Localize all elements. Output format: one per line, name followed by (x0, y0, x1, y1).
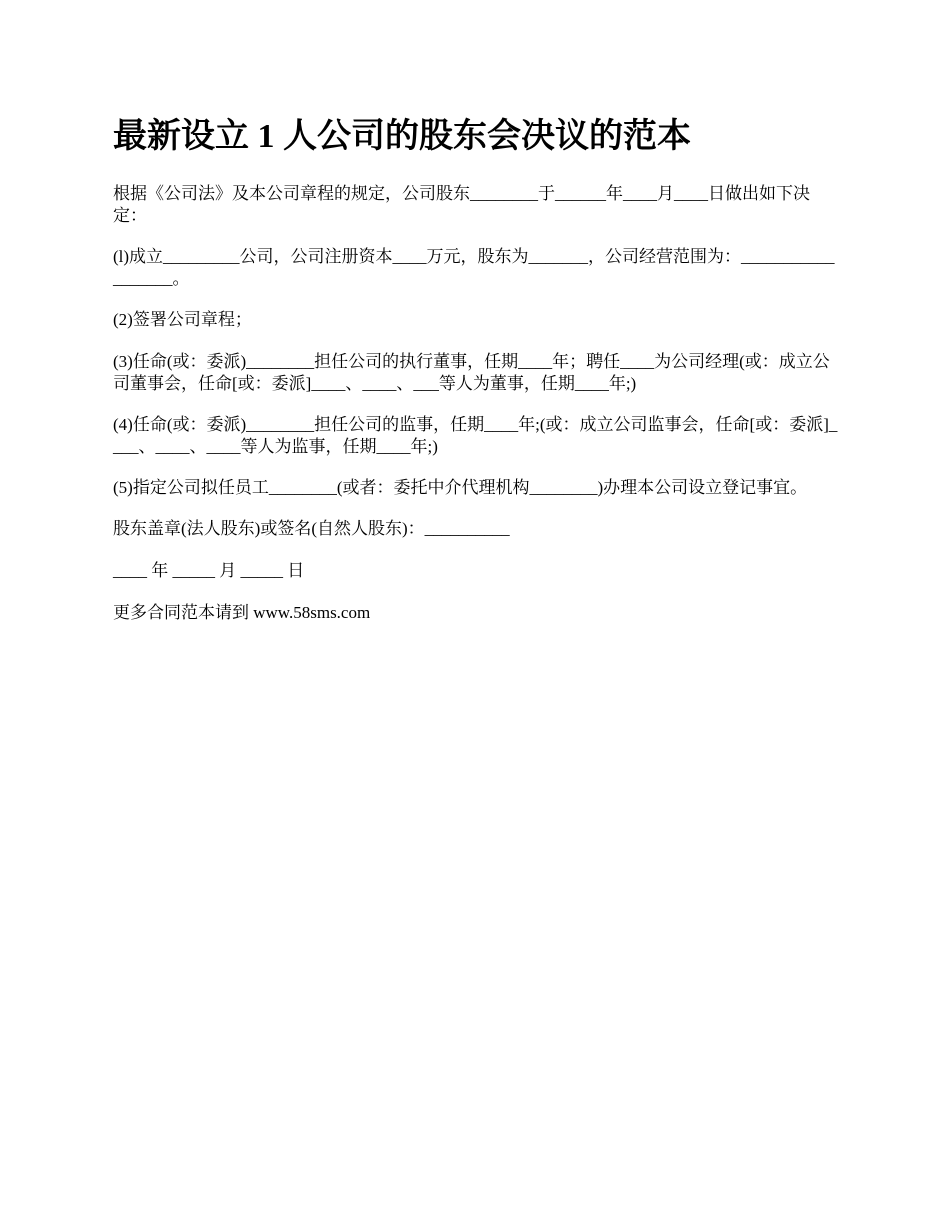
document-body (113, 114, 843, 644)
clause-4-appoint-supervisor: (4)任命(或：委派)________担任公司的监事，任期____年;(或：成立公司监事会，任命[或：委派]____、____、____等人为监事，任期____年;) (113, 415, 838, 456)
clause-2-sign-articles: (2)签署公司章程； (113, 310, 252, 329)
intro-paragraph: 根据《公司法》及本公司章程的规定，公司股东________于______年____月____日做出如下决定： (113, 184, 810, 225)
clause-5-registration-agent: (5)指定公司拟任员工________(或者：委托中介代理机构________)办理本公司设立登记事宜。 (113, 478, 808, 497)
shareholder-signature-line: 股东盖章(法人股东)或签名(自然人股东)：__________ (113, 519, 510, 538)
clause-3-appoint-director: (3)任命(或：委派)________担任公司的执行董事，任期____年；聘任____为公司经理(或：成立公司董事会，任命[或：委派]____、____、___等人为董事，任期____年;) (113, 352, 830, 393)
document-title: 最新设立 1 人公司的股东会决议的范本 (113, 118, 691, 155)
footer-more-templates: 更多合同范本请到 www.58sms.com (113, 603, 371, 622)
date-line: ____ 年 _____ 月 _____ 日 (113, 561, 305, 580)
clause-1-establish-company: (l)成立_________公司，公司注册资本____万元，股东为_______，公司经营范围为：__________________。 (113, 247, 835, 288)
